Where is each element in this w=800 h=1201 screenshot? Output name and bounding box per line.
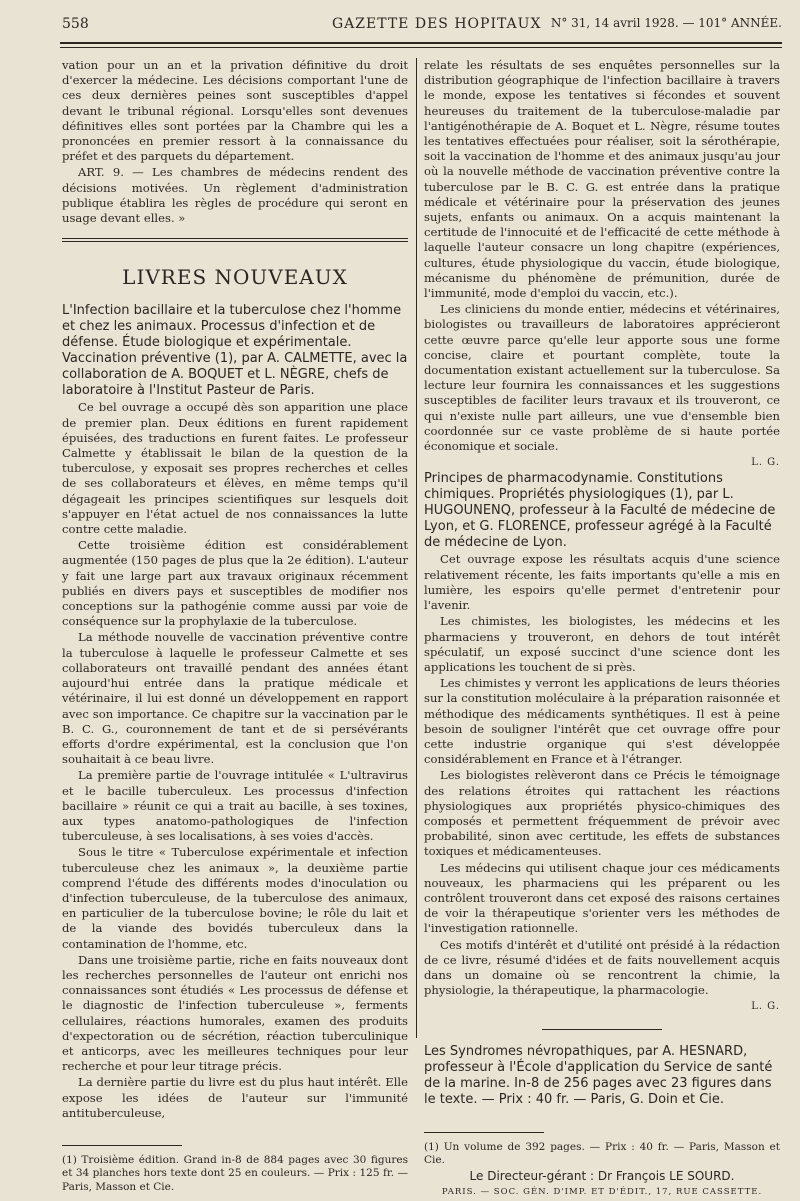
page-number: 558	[62, 16, 89, 32]
header-rule-thin	[60, 47, 782, 48]
right-column	[424, 58, 780, 1201]
signature: L. G.	[751, 457, 780, 469]
column-divider	[416, 58, 417, 1038]
paragraph: Ce bel ouvrage a occupé dès son apparition une place de premier plan. Deux éditions en furent rapidement épuisées, des traductions en furent faites. Le professeur Calmette y établissait le bilan de la question de la tuberculose, y exposait ses propres recherches et celles de ses collaborateurs et élèves, en même temps qu'il dégageait les principes scientifiques sur lesquels doit s'appuyer en l'état actuel de nos connaissances la lutte contre cette maladie.	[62, 400, 408, 537]
paragraph: relate les résultats de ses enquêtes personnelles sur la distribution géographique de l'infection bacillaire à travers le monde, expose les tentatives si fécondes et souvent heureuses du traitement de la tuberculose-maladie par l'antigénothérapie de A. Boquet et L. Nègre, résume toutes les tentatives effectuées pour réaliser, soit la sérothérapie, soit la vaccination de l'homme et des animaux jusqu'au jour où la nouvelle méthode de vaccination préventive contre la tuberculose par le B. C. G. est entrée dans la pratique médicale et vétérinaire pour la préservation des jeunes sujets, enfants ou animaux. On a acquis maintenant la certitude de l'innocuité et de l'efficacité de cette méthode à laquelle l'auteur consacre un long chapitre (expériences, cultures, étude physiologique du vaccin, étude biologique, mécanisme du phénomène de prémunition, durée de l'immunité, mode d'emploi du vaccin, etc.).	[424, 58, 780, 301]
paragraph: Les biologistes relèveront dans ce Précis le témoignage des relations étroites qui rattachent les réactions physiologiques aux propriétés physico-chimiques des composés et permettent fréquemment de prévoir avec probabilité, sinon avec certitude, les effets de substances toxiques et médicamenteuses.	[424, 768, 780, 859]
paragraph: ART. 9. — Les chambres de médecins rendent des décisions motivées. Un règlement d'administration publique établira les règles de procédure qui seront en usage devant elles. »	[62, 165, 408, 226]
paragraph: La méthode nouvelle de vaccination préventive contre la tuberculose à laquelle le professeur Calmette et ses collaborateurs ont travaillé pendant des années étant aujourd'hui entrée dans la pratique médicale et vétérinaire, il lui est donné un développement en rapport avec son importance. Ce chapitre sur la vaccination par le B. C. G., couronnement de tant et de si persévérants efforts d'ordre expérimental, est la conclusion que l'on souhaitait à ce beau livre.	[62, 630, 408, 767]
issue-info: N° 31, 14 avril 1928. — 101° ANNÉE.	[550, 16, 782, 30]
footnote: (1) Un volume de 392 pages. — Prix : 40 fr. — Paris, Masson et Cie.	[424, 1140, 780, 1167]
left-column	[62, 58, 408, 1195]
paragraph: La dernière partie du livre est du plus haut intérêt. Elle expose les idées de l'auteur sur l'immunité antituberculeuse,	[62, 1075, 408, 1120]
paragraph: Sous le titre « Tuberculose expérimentale et infection tuberculeuse chez les animaux », la deuxième partie comprend l'étude des différents modes d'inoculation ou d'infection tuberculeuse, de la tuberculose des animaux, en particulier de la tuberculose bovine; le rôle du lait et de la viande des bovidés tuberculeux dans la contamination de l'homme, etc.	[62, 845, 408, 951]
paragraph: Les chimistes, les biologistes, les médecins et les pharmaciens y trouveront, en dehors de tout intérêt spéculatif, un exposé succinct d'une science dont les applications les touchent de si près.	[424, 614, 780, 674]
footnote-rule	[424, 1132, 544, 1133]
section-separator	[62, 238, 408, 242]
footnote: (1) Troisième édition. Grand in-8 de 884 pages avec 30 figures et 34 planches hors texte dont 25 en couleurs. — Prix : 125 fr. — Paris, Masson et Cie.	[62, 1153, 408, 1193]
paragraph: Cet ouvrage expose les résultats acquis d'une science relativement récente, les faits importants qu'elle a mis en lumière, les espoirs qu'elle permet d'entretenir pour l'avenir.	[424, 552, 780, 613]
paragraph: Les médecins qui utilisent chaque jour ces médicaments nouveaux, les pharmaciens qui les préparent ou les contrôlent trouveront dans cet exposé des raisons certaines de voir la thérapeutique s'orienter vers les méthodes de l'investigation rationnelle.	[424, 860, 780, 936]
paragraph: Les cliniciens du monde entier, médecins et vétérinaires, biologistes ou travailleurs de laboratoires apprécieront cette œuvre parce qu'elle leur apporte sous une forme concise, claire et pourtant complète, toute la documentation existant actuellement sur la tuberculose. Sa lecture leur fournira les connaissances et les suggestions susceptibles de faciliter leurs travaux et ils trouveront, ce qui n'existe nulle part ailleurs, une vue d'ensemble bien coordonnée sur ce vaste problème de si haute portée économique et sociale.	[424, 302, 780, 454]
paragraph: Ces motifs d'intérêt et d'utilité ont présidé à la rédaction de ce livre, résumé d'idées et de faits nouvellement acquis dans un domaine où se rencontrent la chimie, la physiologie, la thérapeutique, la pharmacologie.	[424, 937, 780, 998]
paragraph: La première partie de l'ouvrage intitulée « L'ultravirus et le bacille tuberculeux. Les processus d'infection bacillaire » réunit ce qui a trait au bacille, à ses toxines, aux types anatomo-pathologiques de l'infection tuberculeuse, à ses localisations, à ses voies d'accès.	[62, 768, 408, 844]
publication-title: GAZETTE DES HOPITAUX	[332, 16, 542, 32]
book-title: L'Infection bacillaire et la tuberculose chez l'homme et chez les animaux. Processus d'infection et de défense. Étude biologique et expérimentale. Vaccination préventive (1), par A. CALMETTE, avec la collaboration de A. BOQUET et L. NÈGRE, chefs de laboratoire à l'Institut Pasteur de Paris.	[62, 303, 408, 399]
book-title: Principes de pharmacodynamie. Constitutions chimiques. Propriétés physiologiques (1), par L. HUGOUNENQ, professeur à la Faculté de médecine de Lyon, et G. FLORENCE, professeur agrégé à la Faculté de médecine de Lyon.	[424, 471, 776, 551]
footnote-rule	[62, 1145, 182, 1146]
signature: L. G.	[751, 1001, 780, 1013]
book-title: Les Syndromes névropathiques, par A. HESNARD, professeur à l'École d'application du Service de santé de la marine. In-8 de 256 pages avec 23 figures dans le texte. — Prix : 40 fr. — Paris, G. Doin et Cie.	[424, 1043, 773, 1107]
printer-line: PARIS. — SOC. GÉN. D'IMP. ET D'ÉDIT., 17, RUE CASSETTE.	[441, 1186, 763, 1197]
separator	[542, 1029, 662, 1030]
paragraph: Les chimistes y verront les applications de leurs théories sur la constitution moléculaire à la préparation raisonnée et méthodique des médicaments synthétiques. Il est à peine besoin de souligner l'intérêt que cet ouvrage offre pour cette industrie organique qui s'est développée considérablement en France et à l'étranger.	[424, 676, 780, 767]
paragraph: vation pour un an et la privation définitive du droit d'exercer la médecine. Les décisions comportant l'une de ces deux dernières peines sont susceptibles d'appel devant le tribunal régional. Lorsqu'elles sont devenues définitives elles sont portées par la Chambre qui les a prononcées en premier ressort à la connaissance du préfet et des parquets du département.	[62, 58, 408, 164]
header-rule	[60, 42, 782, 44]
section-title: LIVRES NOUVEAUX	[122, 265, 348, 290]
paragraph: Dans une troisième partie, riche en faits nouveaux dont les recherches personnelles de l'auteur ont enrichi nos connaissances sont étudiés « Les processus de défense et le diagnostic de l'infection tuberculeuse », ferments cellulaires, réactions humorales, examen des produits d'expectoration ou de sécrétion, réaction tuberculinique et anticorps, avec les meilleures techniques pour leur recherche et pour leur titrage précis.	[62, 952, 408, 1074]
director-line: Le Directeur-gérant : Dr François LE SOURD.	[469, 1168, 735, 1183]
paragraph: Cette troisième édition est considérablement augmentée (150 pages de plus que la 2e édition). L'auteur y fait une large part aux travaux originaux récemment publiés en divers pays et susceptibles de modifier nos conceptions sur la pathogénie comme aussi par voie de conséquence sur la prophylaxie de la tuberculose.	[62, 538, 408, 629]
